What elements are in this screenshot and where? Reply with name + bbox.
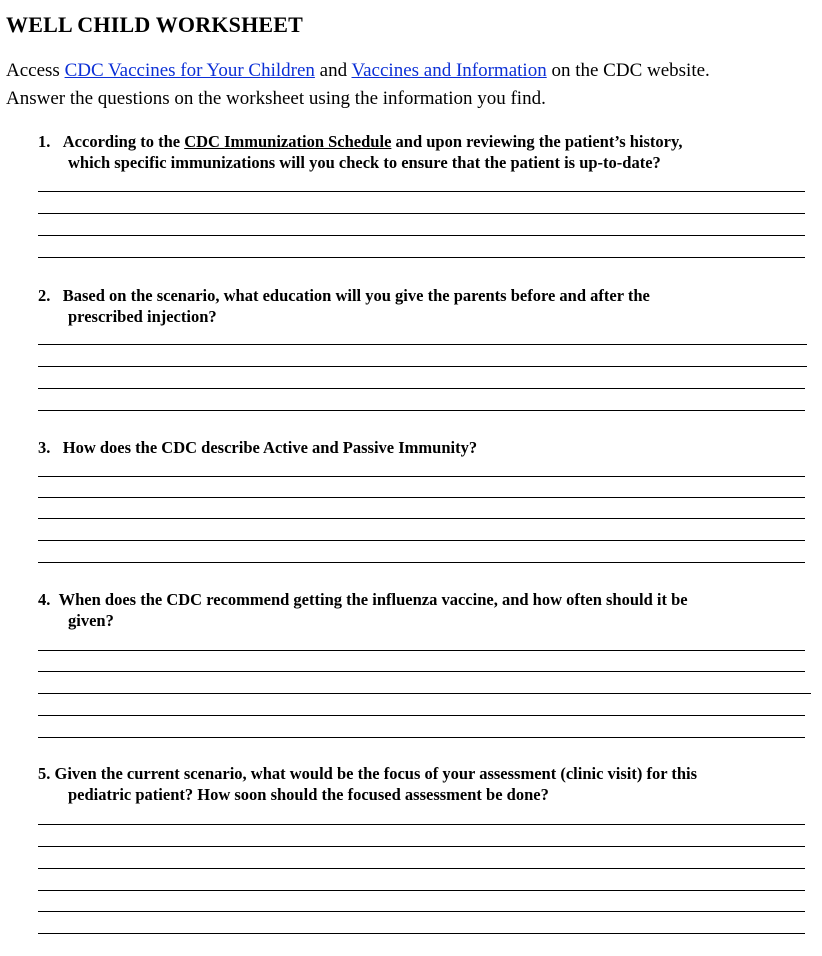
question-text: prescribed injection? — [68, 307, 217, 326]
question-number: 3. — [38, 438, 51, 457]
question-5 — [38, 763, 697, 805]
question-number: 1. — [38, 132, 51, 151]
question-1 — [38, 131, 682, 173]
answer-line[interactable] — [38, 497, 805, 498]
answer-line[interactable] — [38, 410, 805, 411]
answer-line[interactable] — [38, 890, 805, 891]
question-text: which specific immunizations will you check to ensure that the patient is up-to-date? — [68, 153, 661, 172]
question-text: pediatric patient? How soon should the focused assessment be done? — [68, 785, 549, 804]
answer-line[interactable] — [38, 191, 805, 192]
question-3 — [38, 437, 477, 458]
answer-line[interactable] — [38, 737, 805, 738]
answer-line[interactable] — [38, 933, 805, 934]
answer-line[interactable] — [38, 846, 805, 847]
cdc-immunization-schedule-link[interactable]: CDC Immunization Schedule — [184, 132, 392, 151]
answer-line[interactable] — [38, 693, 811, 694]
question-text: When does the CDC recommend getting the influenza vaccine, and how often should it be — [58, 590, 688, 609]
answer-line[interactable] — [38, 388, 805, 389]
answer-line[interactable] — [38, 824, 805, 825]
question-number: 5. — [38, 764, 51, 783]
answer-line[interactable] — [38, 213, 805, 214]
question-number: 4. — [38, 590, 51, 609]
question-text: given? — [68, 611, 114, 630]
question-2 — [38, 285, 650, 327]
intro-mid: and — [314, 60, 352, 81]
question-4 — [38, 589, 688, 631]
cdc-vaccines-link[interactable]: CDC Vaccines for Your Children — [64, 60, 315, 81]
question-text: Based on the scenario, what education will you give the parents before and after the — [62, 286, 650, 305]
answer-line[interactable] — [38, 715, 805, 716]
answer-line[interactable] — [38, 366, 807, 367]
answer-line[interactable] — [38, 344, 807, 345]
answer-line[interactable] — [38, 650, 805, 651]
answer-line[interactable] — [38, 562, 805, 563]
question-text: How does the CDC describe Active and Passive Immunity? — [62, 438, 478, 457]
worksheet-title: WELL CHILD WORKSHEET — [6, 12, 304, 37]
answer-line[interactable] — [38, 868, 805, 869]
answer-line[interactable] — [38, 671, 805, 672]
intro-line2: Answer the questions on the worksheet using the information you find. — [6, 88, 546, 109]
question-number: 2. — [38, 286, 51, 305]
intro-suffix: on the CDC website. — [546, 60, 710, 81]
answer-line[interactable] — [38, 235, 805, 236]
vaccines-information-link[interactable]: Vaccines and Information — [351, 60, 547, 81]
question-text: According to the — [62, 132, 185, 151]
intro-paragraph — [6, 57, 806, 113]
answer-line[interactable] — [38, 257, 805, 258]
answer-line[interactable] — [38, 476, 805, 477]
answer-line[interactable] — [38, 518, 805, 519]
answer-line[interactable] — [38, 911, 805, 912]
answer-line[interactable] — [38, 540, 805, 541]
intro-prefix: Access — [6, 60, 65, 81]
question-text: Given the current scenario, what would be the focus of your assessment (clinic visit) for this — [54, 764, 698, 783]
question-text: and upon reviewing the patient’s history, — [391, 132, 683, 151]
